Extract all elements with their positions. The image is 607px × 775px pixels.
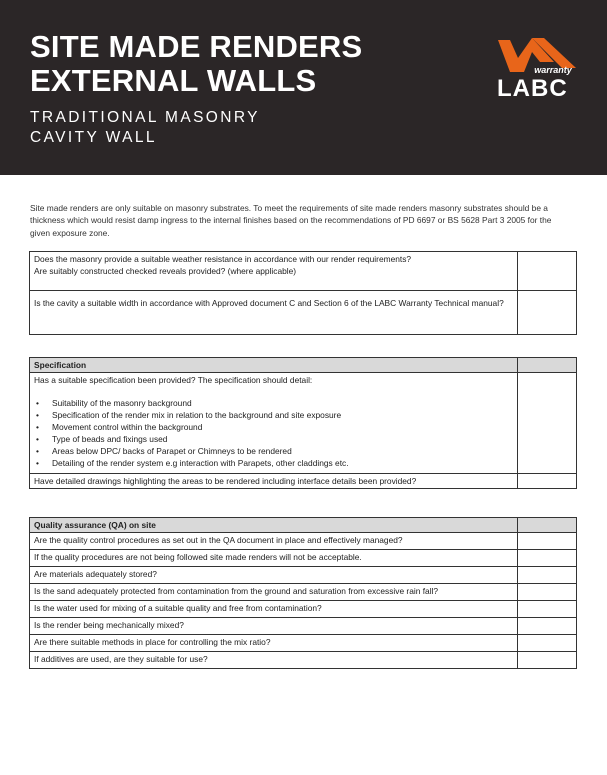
qa-question: Are materials adequately stored?: [30, 567, 518, 584]
checkbox-cell[interactable]: [518, 252, 577, 291]
header-banner: [0, 0, 607, 175]
list-item: • Movement control within the background: [52, 421, 513, 433]
qa-question: If the quality procedures are not being followed site made renders will not be acceptable.: [30, 550, 518, 567]
qa-question: Is the sand adequately protected from contamination from the ground and saturation from excessive rain fall?: [30, 584, 518, 601]
question-cell: [30, 252, 518, 291]
subtitle-line-2: CAVITY WALL: [30, 129, 157, 146]
table-row: [30, 618, 577, 635]
qa-heading: Quality assurance (QA) on site: [30, 518, 518, 533]
specification-drawings: Have detailed drawings highlighting the areas to be rendered including interface details been provided?: [30, 474, 518, 489]
logo-warranty-text: warranty: [534, 65, 572, 75]
checkbox-cell[interactable]: [518, 584, 577, 601]
checkbox-cell[interactable]: [518, 635, 577, 652]
checkbox-cell[interactable]: [518, 533, 577, 550]
qa-checklist: [29, 517, 577, 669]
table-header-row: [30, 518, 577, 533]
list-item: • Detailing of the render system e.g interaction with Parapets, other claddings etc.: [52, 457, 513, 469]
table-header-row: [30, 358, 577, 373]
checkbox-cell[interactable]: [518, 373, 577, 474]
list-item: • Areas below DPC/ backs of Parapet or Chimneys to be rendered: [52, 445, 513, 457]
list-item: • Type of beads and fixings used: [52, 433, 513, 445]
list-item: • Suitability of the masonry background: [52, 397, 513, 409]
specification-bullet-list: [34, 397, 513, 469]
masonry-q1-line2: Are suitably constructed checked reveals provided? (where applicable): [34, 266, 297, 276]
masonry-checklist: [29, 251, 577, 335]
checkbox-cell[interactable]: [518, 474, 577, 489]
title-line-2: EXTERNAL WALLS: [30, 63, 317, 98]
specification-heading: Specification: [30, 358, 518, 373]
qa-question: If additives are used, are they suitable for use?: [30, 652, 518, 669]
table-row: [30, 474, 577, 489]
table-row: [30, 373, 577, 474]
list-item: • Specification of the render mix in relation to the background and site exposure: [52, 409, 513, 421]
page-title: [30, 30, 362, 98]
qa-question: Is the water used for mixing of a suitable quality and free from contamination?: [30, 601, 518, 618]
specification-checklist: [29, 357, 577, 489]
checkbox-cell[interactable]: [518, 550, 577, 567]
table-row: [30, 533, 577, 550]
table-row: [30, 652, 577, 669]
table-row: [30, 252, 577, 291]
checkbox-cell[interactable]: [518, 567, 577, 584]
specification-question-cell: [30, 373, 518, 474]
page-subtitle: [30, 108, 260, 148]
specification-question: Has a suitable specification been provided? The specification should detail:: [34, 375, 313, 385]
logo-labc-text: LABC: [497, 75, 568, 102]
qa-question: Is the render being mechanically mixed?: [30, 618, 518, 635]
checkbox-cell[interactable]: [518, 601, 577, 618]
subtitle-line-1: TRADITIONAL MASONRY: [30, 109, 260, 126]
title-line-1: SITE MADE RENDERS: [30, 29, 363, 64]
checkbox-cell[interactable]: [518, 291, 577, 335]
table-row: [30, 601, 577, 618]
qa-question: Are there suitable methods in place for controlling the mix ratio?: [30, 635, 518, 652]
table-row: [30, 635, 577, 652]
table-row: [30, 550, 577, 567]
intro-paragraph: Site made renders are only suitable on masonry substrates. To meet the requirements of site made renders masonry substrates should be a thickness which would resist damp ingress to the internal finishes based on the recommendations of PD 6697 or BS 5628 Part 3 2005 for the given exposure zone.: [30, 203, 552, 238]
checkbox-cell[interactable]: [518, 618, 577, 635]
table-row: [30, 291, 577, 335]
masonry-q1-line1: Does the masonry provide a suitable weather resistance in accordance with our render requirements?: [34, 254, 412, 264]
table-row: [30, 584, 577, 601]
qa-question: Are the quality control procedures as set out in the QA document in place and effectively managed?: [30, 533, 518, 550]
masonry-q2: Is the cavity a suitable width in accordance with Approved document C and Section 6 of the LABC Warranty Technical manual?: [30, 291, 518, 335]
table-row: [30, 567, 577, 584]
checkbox-cell[interactable]: [518, 652, 577, 669]
